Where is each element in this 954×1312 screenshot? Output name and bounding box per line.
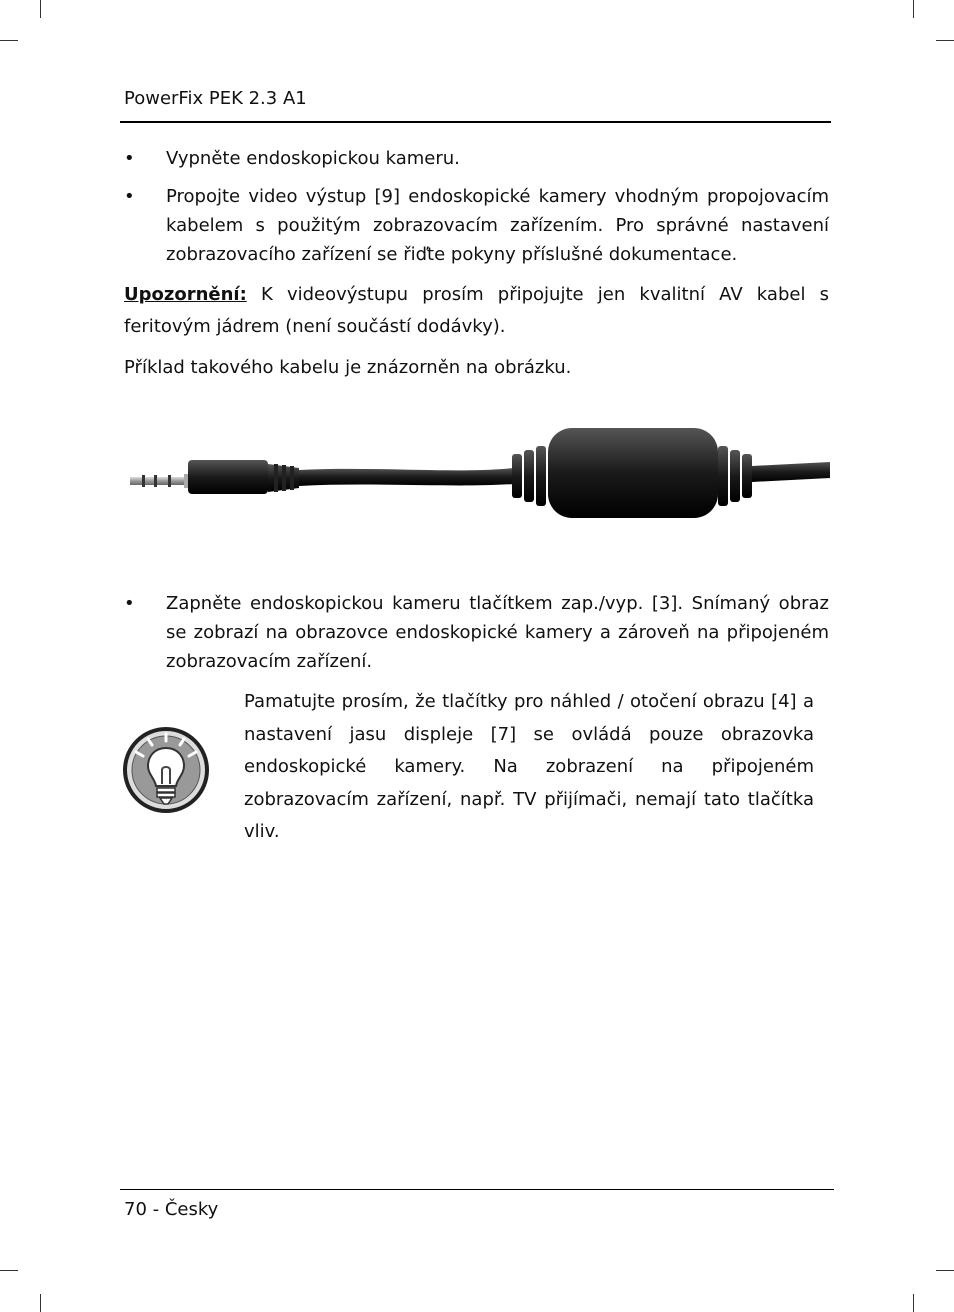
crop-mark <box>0 1270 18 1271</box>
list-item-text: Vypněte endoskopickou kameru. <box>166 148 460 169</box>
tip-text: Pamatujte prosím, že tlačítky pro náhled / otočení obrazu [4] a nastavení jasu displeje [7] se ovládá pouze obrazovka endoskopické kamery. Na zobrazení na připojeném zobrazovacím zařízení, např. TV přijímači, nemají tato tlačítka vliv. <box>244 691 814 842</box>
note-paragraph <box>124 279 829 343</box>
list-item-text: Propojte video výstup [9] endoskopické kamery vhodným propojovacím kabelem s použitým zobrazovacím zařízením. Pro správné nastavení zobrazovacího zařízení se řiďte pokyny příslušné dokumentace. <box>166 186 829 265</box>
crop-mark <box>936 40 954 41</box>
page-header: PowerFix PEK 2.3 A1 <box>124 88 307 109</box>
list-item <box>124 182 829 269</box>
crop-mark <box>40 0 41 18</box>
header-divider <box>120 121 831 123</box>
note-text: K videovýstupu prosím připojujte jen kvalitní AV kabel s feritovým jádrem (není součástí dodávky). <box>124 284 829 337</box>
bullet-icon: • <box>124 148 135 169</box>
crop-mark <box>40 1294 41 1312</box>
av-cable-image <box>124 420 830 530</box>
crop-mark <box>913 1294 914 1312</box>
crop-mark <box>913 0 914 18</box>
list-item-text: Zapněte endoskopickou kameru tlačítkem zap./vyp. [3]. Snímaný obraz se zobrazí na obrazovce endoskopické kamery a zároveň na připojeném zobrazovacím zařízení. <box>166 593 829 672</box>
page-footer: 70 - Česky <box>124 1199 219 1220</box>
bullet-icon: • <box>124 593 135 614</box>
crop-mark <box>0 40 18 41</box>
crop-mark <box>936 1270 954 1271</box>
bullet-icon: • <box>124 186 135 207</box>
note-label: Upozornění: <box>124 284 247 305</box>
lightbulb-icon <box>122 726 210 814</box>
footer-divider <box>120 1189 834 1190</box>
list-item <box>124 589 829 676</box>
example-text: Příklad takového kabelu je znázorněn na obrázku. <box>124 357 572 378</box>
list-item <box>124 144 829 173</box>
